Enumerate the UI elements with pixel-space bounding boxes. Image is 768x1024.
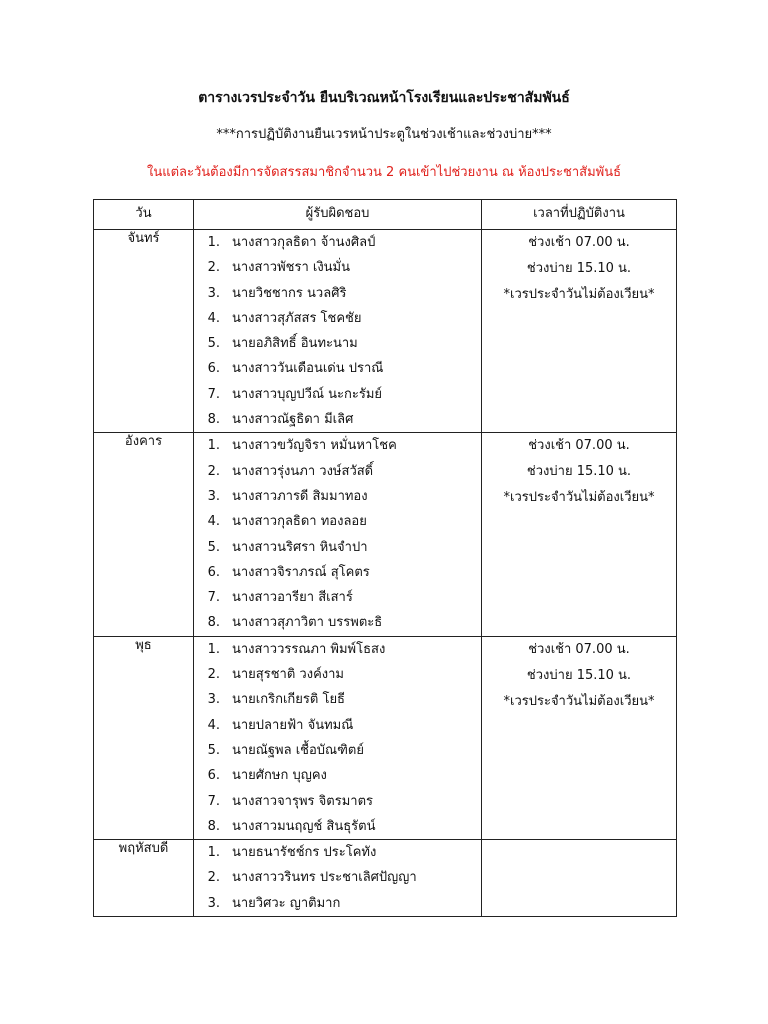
- time-line: ช่วงเช้า 07.00 น.: [528, 641, 630, 657]
- member-item: [194, 789, 481, 814]
- member-name: นางสาวนริศรา หินจำปา: [232, 539, 368, 555]
- member-name: นายศักษก บุญคง: [232, 768, 327, 784]
- member-name: นายเกริกเกียรติ โยธี: [232, 692, 345, 708]
- member-number: 8.: [207, 615, 220, 631]
- member-name: นางสาววรินทร ประชาเลิศปัญญา: [232, 870, 417, 886]
- member-number: 3.: [207, 895, 220, 911]
- header-day: วัน: [94, 200, 194, 230]
- members-cell: [194, 433, 482, 636]
- member-item: [194, 484, 481, 509]
- header-responsible: ผู้รับผิดชอบ: [194, 200, 482, 230]
- member-item: [194, 763, 481, 788]
- member-number: 1.: [207, 438, 220, 454]
- notice-text: ในแต่ละวันต้องมีการจัดสรรสมาชิกจำนวน 2 คนเข้าไปช่วยงาน ณ ห้องประชาสัมพันธ์: [146, 165, 622, 180]
- member-item: [194, 662, 481, 687]
- member-name: นางสาวณัฐธิดา มีเลิศ: [232, 412, 354, 428]
- table-header-row: [94, 200, 677, 230]
- member-item: [194, 331, 481, 356]
- member-item: [194, 535, 481, 560]
- time-line: ช่วงบ่าย 15.10 น.: [526, 261, 632, 276]
- day-cell: จันทร์: [94, 230, 194, 433]
- day-cell: พฤหัสบดี: [94, 840, 194, 917]
- members-cell: [194, 840, 482, 917]
- member-item: [194, 840, 481, 865]
- member-name: นางสาวขวัญจิรา หมั่นหาโชค: [232, 438, 397, 454]
- member-number: 8.: [207, 412, 220, 428]
- time-line: *เวรประจำวันไม่ต้องเวียน*: [503, 490, 655, 506]
- time-line: ช่วงบ่าย 15.10 น.: [526, 464, 632, 480]
- member-number: 3.: [207, 692, 220, 708]
- table-row: [94, 433, 677, 636]
- member-name: นางสาวรุ่งนภา วงษ์สวัสดิ์: [232, 463, 374, 479]
- member-number: 5.: [207, 742, 220, 758]
- time-line: *เวรประจำวันไม่ต้องเวียน*: [503, 287, 655, 302]
- member-name: นายวิศวะ ญาติมาก: [232, 895, 341, 911]
- member-item: [194, 281, 481, 306]
- member-item: [194, 356, 481, 381]
- member-number: 1.: [207, 235, 220, 250]
- member-number: 2.: [207, 260, 220, 276]
- page-title: ตารางเวรประจำวัน ยืนบริเวณหน้าโรงเรียนและประชาสัมพันธ์: [198, 90, 570, 106]
- page-subtitle: ***การปฏิบัติงานยืนเวรหน้าประตูในช่วงเช้าและช่วงบ่าย***: [216, 127, 552, 142]
- member-name: นายอภิสิทธิ์ อินทะนาม: [232, 336, 358, 352]
- member-item: [194, 306, 481, 331]
- member-number: 2.: [207, 667, 220, 683]
- time-line: ช่วงเช้า 07.00 น.: [528, 235, 630, 250]
- member-item: [194, 687, 481, 712]
- member-name: นางสาวกุลธิดา ทองลอย: [232, 514, 367, 530]
- member-item: [194, 713, 481, 738]
- member-number: 7.: [207, 590, 220, 606]
- member-item: [194, 509, 481, 534]
- header-time: เวลาที่ปฏิบัติงาน: [482, 200, 677, 230]
- member-number: 7.: [207, 386, 220, 402]
- table-body: [94, 230, 677, 917]
- member-item: [194, 891, 481, 916]
- member-name: นายณัฐพล เชื้อบัณฑิตย์: [232, 742, 364, 758]
- member-name: นายวิชชากร นวลศิริ: [232, 285, 347, 301]
- member-name: นางสาวจารุพร จิตรมาตร: [232, 793, 373, 809]
- time-cell: [482, 230, 677, 433]
- member-item: [194, 407, 481, 432]
- member-name: นายธนารัชช์กร ประโคทัง: [232, 845, 377, 861]
- member-item: [194, 738, 481, 763]
- member-item: [194, 560, 481, 585]
- time-line: *เวรประจำวันไม่ต้องเวียน*: [503, 693, 655, 709]
- members-cell: [194, 636, 482, 839]
- member-name: นางสาวพัชรา เงินมั่น: [232, 260, 351, 276]
- member-number: 3.: [207, 285, 220, 301]
- member-item: [194, 255, 481, 280]
- time-cell: [482, 840, 677, 917]
- member-number: 5.: [207, 336, 220, 352]
- members-cell: [194, 230, 482, 433]
- member-item: [194, 382, 481, 407]
- member-number: 7.: [207, 793, 220, 809]
- member-number: 1.: [207, 845, 220, 861]
- member-name: นางสาวสุภัสสร โชคชัย: [232, 310, 362, 326]
- member-number: 1.: [207, 641, 220, 657]
- table-row: [94, 840, 677, 917]
- member-item: [194, 459, 481, 484]
- time-line: ช่วงเช้า 07.00 น.: [528, 438, 630, 454]
- member-number: 3.: [207, 488, 220, 504]
- time-line: ช่วงบ่าย 15.10 น.: [526, 667, 632, 683]
- member-number: 6.: [207, 361, 220, 377]
- member-item: [194, 865, 481, 890]
- member-name: นางสาวอารียา สีเสาร์: [232, 590, 353, 606]
- member-name: นายสุรชาติ วงค์งาม: [232, 667, 344, 683]
- member-number: 8.: [207, 818, 220, 834]
- member-item: [194, 637, 481, 662]
- member-item: [194, 433, 481, 458]
- member-name: นางสาวมนฤญช์ สินธุรัตน์: [232, 818, 376, 834]
- member-name: นางสาววรรณภา พิมพ์โธสง: [232, 641, 386, 657]
- member-item: [194, 814, 481, 839]
- member-name: นางสาวจิราภรณ์ สุโคตร: [232, 564, 370, 580]
- member-item: [194, 610, 481, 635]
- member-name: นางสาวกุลธิดา จ้านงศิลป์: [232, 235, 376, 250]
- member-name: นางสาวบุญปวีณ์ นะกะรัมย์: [232, 386, 383, 402]
- member-number: 2.: [207, 870, 220, 886]
- member-number: 5.: [207, 539, 220, 555]
- member-number: 2.: [207, 463, 220, 479]
- table-row: [94, 636, 677, 839]
- member-number: 4.: [207, 514, 220, 530]
- member-name: นางสาววันเดือนเด่น ปราณี: [232, 361, 384, 377]
- member-item: [194, 230, 481, 255]
- time-cell: [482, 433, 677, 636]
- duty-schedule-table: [93, 199, 677, 917]
- day-cell: อังคาร: [94, 433, 194, 636]
- member-number: 6.: [207, 768, 220, 784]
- time-cell: [482, 636, 677, 839]
- member-number: 4.: [207, 717, 220, 733]
- member-item: [194, 585, 481, 610]
- member-name: นางสาวภารดี สิมมาทอง: [232, 488, 368, 504]
- member-number: 6.: [207, 564, 220, 580]
- table-row: [94, 230, 677, 433]
- day-cell: พุธ: [94, 636, 194, 839]
- member-number: 4.: [207, 310, 220, 326]
- member-name: นางสาวสุภาวิตา บรรพตะธิ: [232, 615, 383, 631]
- member-name: นายปลายฟ้า จันทมณี: [232, 717, 354, 733]
